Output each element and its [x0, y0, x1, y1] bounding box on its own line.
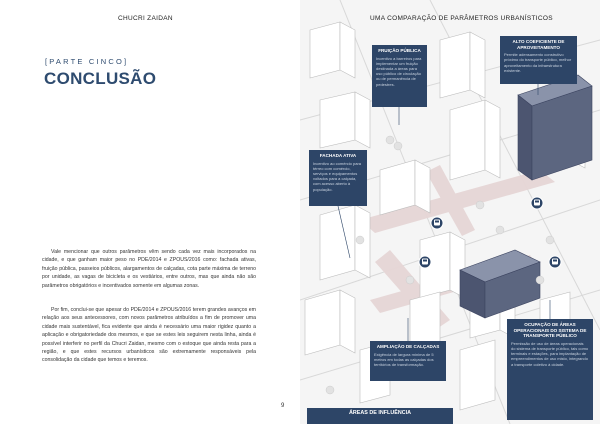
metro-icon [549, 256, 561, 268]
callout-title: ÁREAS DE INFLUÊNCIA [349, 410, 411, 416]
callout-title: ALTO COEFICIENTE DE APROVEITAMENTO [512, 39, 565, 50]
callout-alto-coeficiente [500, 36, 577, 84]
callout-body: Exigência de largura mínima de 5 metros em todas as calçadas dos territórios de transformação. [374, 351, 434, 367]
bus-icon [531, 197, 543, 209]
callout-body: Permite adensamento construtivo próximo do transporte público, melhor aproveitamento da infraestrutura existente. [504, 52, 572, 73]
callout-ampliacao-calcadas [370, 341, 446, 381]
callout-fachada-ativa [309, 150, 367, 206]
callout-ocupacao-areas [507, 319, 593, 420]
callout-body: Incentivo ao comércio para térreo com comércio, serviços e equipamentos voltados para a calçada, com acesso aberto à população. [313, 160, 362, 192]
callout-body: Incentivo a barreiros para implementar um fruição destinada a áreas para uso público de circulação ou de permanência de pedestres. [376, 55, 422, 87]
callout-title: OCUPAÇÃO DE ÁREAS OPERACIONAIS DO SISTEMA DE TRANSPORTE PÚBLICO [513, 322, 587, 339]
part-label: [PARTE CINCO] [45, 57, 129, 66]
running-head-left: CHUCRI ZAIDAN [118, 15, 173, 22]
right-page-illustration [300, 0, 600, 424]
paragraph-2: Por fim, conclui-se que apesar do PDE/2014 e ZPOUS/2016 terem grandes avanços em relação aos seus antecessores, com novos parâmetros atribuídos a fim de promover uma cidade mais sustentável, fica evidente que ainda é necessário uma maior rigidez quanto a aplicação e obrigatoriedade dos mesmos, e que se estes leis seguirem nesta linha, ainda é possível interferir no perfil da Chucri Zaidan, mesmo com o estoque que ainda resta para a região, e que estes recursos urbanísticos são extremamente responsáveis pela consolidação da cidade que temos e teremos. [42, 307, 256, 364]
callout-title: AMPLIAÇÃO DE CALÇADAS [376, 344, 440, 349]
page-title: CONCLUSÃO [44, 69, 157, 88]
paragraph-1: Vale mencionar que outros parâmetros vêm sendo cada vez mais incorporados na cidade, e que ganham maior peso no PDE/2014 e ZPOUS/2016 como: fachada ativas, fruição pública, passeios públicos, alargamentos de calçadas, cota parte máxima de terreno por unidade, as vagas de bicicleta e os vestiários, entre outros, mas que ainda não são parâmetros obrigatórios e incentivados somente em algumas zonas. [42, 249, 256, 289]
callout-areas-influencia [307, 408, 453, 424]
callout-fruicao-publica [372, 45, 427, 107]
callout-body: Permissão de uso de áreas operacionais do sistema de transporte público, tais como terminais e estações, para implantação de empreendimentos de uso misto, integrando a transporte coletivo à cidade. [511, 340, 589, 367]
bus-icon [419, 256, 431, 268]
page-number: 9 [281, 403, 285, 409]
callout-title: FRUIÇÃO PÚBLICA [378, 48, 421, 53]
callout-title: FACHADA ATIVA [319, 153, 357, 158]
running-head-right: UMA COMPARAÇÃO DE PARÂMETROS URBANÍSTICOS [370, 15, 553, 22]
metro-icon [431, 217, 443, 229]
